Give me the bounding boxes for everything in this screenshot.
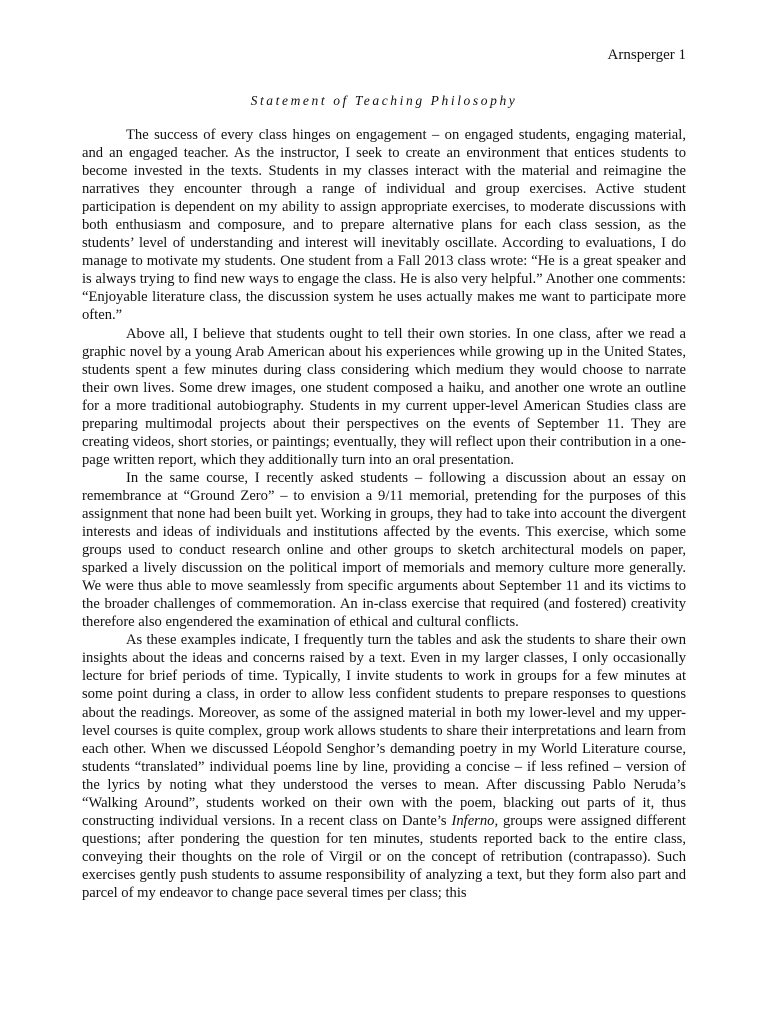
paragraph (82, 325, 686, 469)
book-title-inferno: Inferno (451, 812, 495, 829)
document-title: Statement of Teaching Philosophy (250, 93, 518, 108)
paragraph (82, 469, 686, 631)
paragraph (82, 126, 686, 325)
paragraph-text: As these examples indicate, I frequently turn the tables and ask the students to share their own insights about the ideas and concerns raised by a text. Even in my larger classes, I only occasionally lecture for brief periods of time. Typically, I invite students to work in groups for a few minutes at some point during a class, in order to allow less confident students to prepare responses to questions about the readings. Moreover, as some of the assigned material in both my lower-level and my upper-level courses is quite complex, group work allows students to share their interpretations and learn from each other. When we discussed Léopold Senghor’s demanding poetry in my World Literature course, students “translated” individual poems line by line, providing a concise – if less refined – version of the lyrics by noting what they understood the verses to mean. After discussing Pablo Neruda’s “Walking Around”, students worked on their own with the poem, blacking out parts of it, thus constructing individual versions. In a recent class on Dante’s (82, 632, 686, 829)
paragraph-text: Above all, I believe that students ought to tell their own stories. In one class, after we read a graphic novel by a young Arab American about his experiences while growing up in the United States, students spent a few minutes during class considering which medium they would choose to narrate their own lives. Some drew images, one student composed a haiku, and another one wrote an outline for a more traditional autobiography. Students in my current upper-level American Studies class are preparing multimodal projects about their perspectives on the events of September 11. They are creating videos, short stories, or paintings; eventually, they will reflect upon their contribution in a one-page written report, which they additionally turn into an oral presentation. (82, 325, 686, 468)
running-head: Arnsperger 1 (607, 47, 686, 63)
paragraph (82, 631, 686, 902)
paragraph-text: In the same course, I recently asked students – following a discussion about an essay on remembrance at “Ground Zero” – to envision a 9/11 memorial, pretending for the purposes of this assignment that none had been built yet. Working in groups, they had to take into account the divergent interests and ideas of individuals and institutions affected by the events. This exercise, which some groups used to conduct research online and other groups to sketch architectural models on paper, sparked a lively discussion on the political import of memorials and memory culture more generally. We were thus able to move seamlessly from specific arguments about September 11 and its victims to the broader challenges of commemoration. An in-class exercise that required (and fostered) creativity therefore also engendered the examination of ethical and cultural conflicts. (82, 469, 686, 631)
paragraph-text: The success of every class hinges on engagement – on engaged students, engaging material, and an engaged teacher. As the instructor, I seek to create an environment that entices students to become invested in the texts. Students in my classes interact with the material and reimagine the narratives they encounter through a range of individual and group exercises. Active student participation is dependent on my ability to assign appropriate exercises, to moderate discussions with both enthusiasm and composure, and to prepare alternative plans for each class session, as the students’ level of understanding and interest will inevitably oscillate. According to evaluations, I do manage to motivate my students. One student from a Fall 2013 class wrote: “He is a great speaker and is always trying to find new ways to engage the class. He is also very helpful.” Another one comments: “Enjoyable literature class, the discussion system he uses actually makes me want to participate more often.” (82, 127, 686, 324)
document-body (82, 126, 686, 902)
paragraph-text: , groups were assigned different questions; after pondering the question for ten minutes, students reported back to the entire class, conveying their thoughts on the role of Virgil or on the concept of retribution (contrapasso). Such exercises gently push students to assume responsibility of analyzing a text, but they form also part and parcel of my endeavor to change pace several times per class; this (82, 812, 686, 901)
